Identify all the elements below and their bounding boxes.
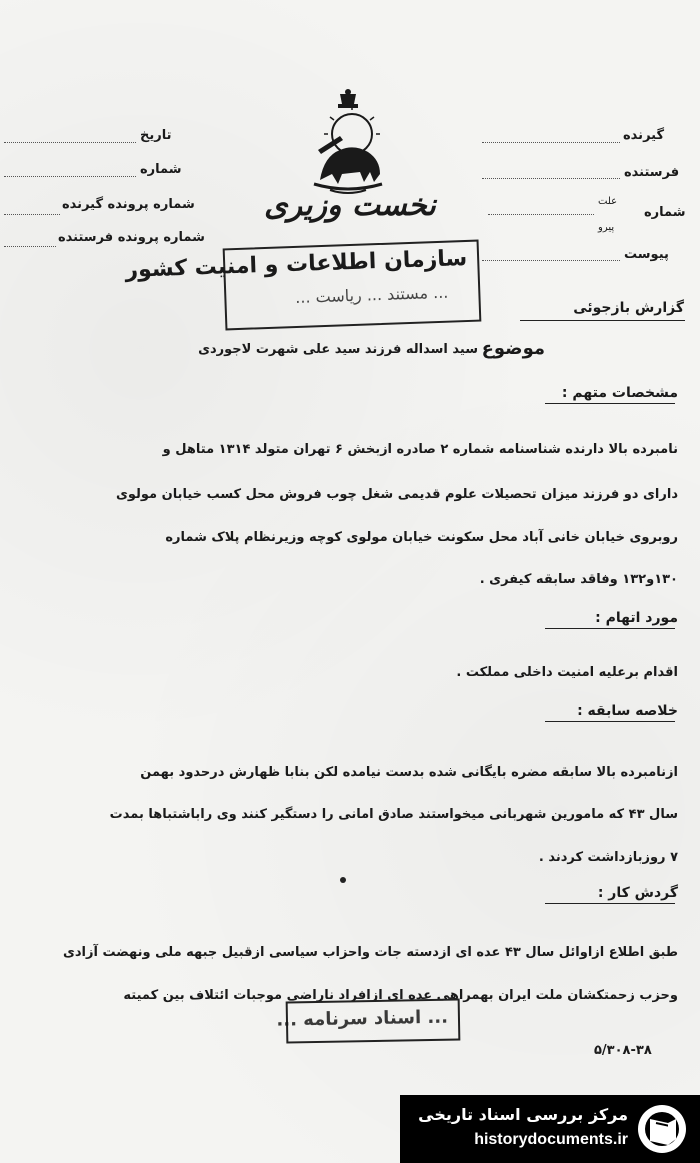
number-label-right: شماره (644, 205, 686, 220)
profile-heading-underline (545, 403, 675, 404)
organization-stamp-line1: سازمان اطلاعات و امنیت کشور (124, 245, 468, 283)
summary-heading-underline (545, 721, 675, 722)
profile-line: دارای دو فرزند میزان تحصیلات علوم قدیمی شغل چوب فروش محل کسب خیابان مولوی (115, 487, 678, 502)
archive-stamp-text: ... اسناد سرنامه ... (276, 1006, 449, 1031)
sender-dots (482, 178, 620, 179)
number-dots-left (4, 176, 136, 177)
activity-heading: گردش کار : (597, 885, 678, 901)
footer-website: historydocuments.ir (474, 1131, 628, 1148)
ink-dot (340, 877, 346, 883)
profile-line: ۱۳۰و۱۳۲ وفاقد سابقه کیفری . (479, 572, 678, 587)
date-label: تاریخ (140, 128, 172, 143)
archive-logo-icon (636, 1103, 688, 1155)
receiver-file-dots (4, 214, 60, 215)
number-dots-right (488, 214, 594, 215)
number-label-left: شماره (140, 162, 182, 177)
activity-line: طبق اطلاع ازاوائل سال ۴۳ عده ای ازدسته جات واحزاب سیاسی ازقبیل جبهه ملی ونهضت آزادی (62, 945, 678, 960)
subject-text: سید اسداله فرزند سید علی شهرت لاجوردی (198, 342, 478, 357)
charge-heading: مورد اتهام : (595, 610, 678, 626)
activity-heading-underline (545, 903, 675, 904)
summary-heading: خلاصه سابقه : (577, 703, 678, 719)
charge-heading-underline (545, 628, 675, 629)
archive-stamp (276, 998, 461, 1043)
sender-label: فرستنده (624, 165, 680, 180)
activity-line: وحزب زحمتکشان ملت ایران بهمراهی عده ای ازافراد ناراضی موجبات ائتلاف بین کمیته (123, 988, 678, 1003)
attachment-dots (482, 260, 620, 261)
profile-heading: مشخصات متهم : (561, 385, 678, 401)
summary-line: ۷ روزبازداشت کردند . (538, 850, 678, 865)
summary-line: سال ۴۳ که مامورین شهربانی میخواستند صادق امانی را دستگیر کنند وی راباشتباها بمدت (109, 807, 678, 822)
date-dots (4, 142, 136, 143)
lion-and-sun-emblem (300, 88, 396, 198)
footer-org-name: مرکز بررسی اسناد تاریخی (418, 1105, 628, 1124)
number-sub2-label: پیرو (598, 222, 615, 233)
receiver-dots (482, 142, 620, 143)
report-title-underline (520, 320, 685, 321)
organization-stamp-line2: ... مستند ... ریاست ... (294, 282, 449, 307)
summary-line: ازنامبرده بالا سابقه مضره بایگانی شده بدست نیامده لکن بنابا ظهارش درحدود بهمن (140, 765, 678, 780)
attachment-label: پیوست (624, 247, 669, 262)
letterhead-title: نخست وزیری (264, 188, 436, 223)
report-title: گزارش بازجوئی (573, 300, 684, 316)
number-sub1-label: علت (598, 196, 618, 207)
subject-label: موضوع (481, 338, 545, 359)
source-footer (400, 1095, 700, 1163)
profile-line: روبروی خیابان خانی آباد محل سکونت خیابان مولوی کوچه وزیرنظام پلاک شماره (165, 530, 678, 545)
receiver-label: گیرنده (623, 128, 665, 143)
receiver-file-label: شماره پرونده گیرنده (62, 197, 195, 212)
sender-file-dots (4, 246, 56, 247)
document-number: ۵/۳۰۸-۳۸ (594, 1043, 652, 1058)
charge-text: اقدام برعلیه امنیت داخلی مملکت . (456, 665, 678, 680)
sender-file-label: شماره پرونده فرستنده (58, 230, 205, 245)
organization-stamp (124, 240, 482, 331)
profile-line: نامبرده بالا دارنده شناسنامه شماره ۲ صادره ازبخش ۶ تهران متولد ۱۳۱۴ متاهل و (162, 442, 678, 457)
